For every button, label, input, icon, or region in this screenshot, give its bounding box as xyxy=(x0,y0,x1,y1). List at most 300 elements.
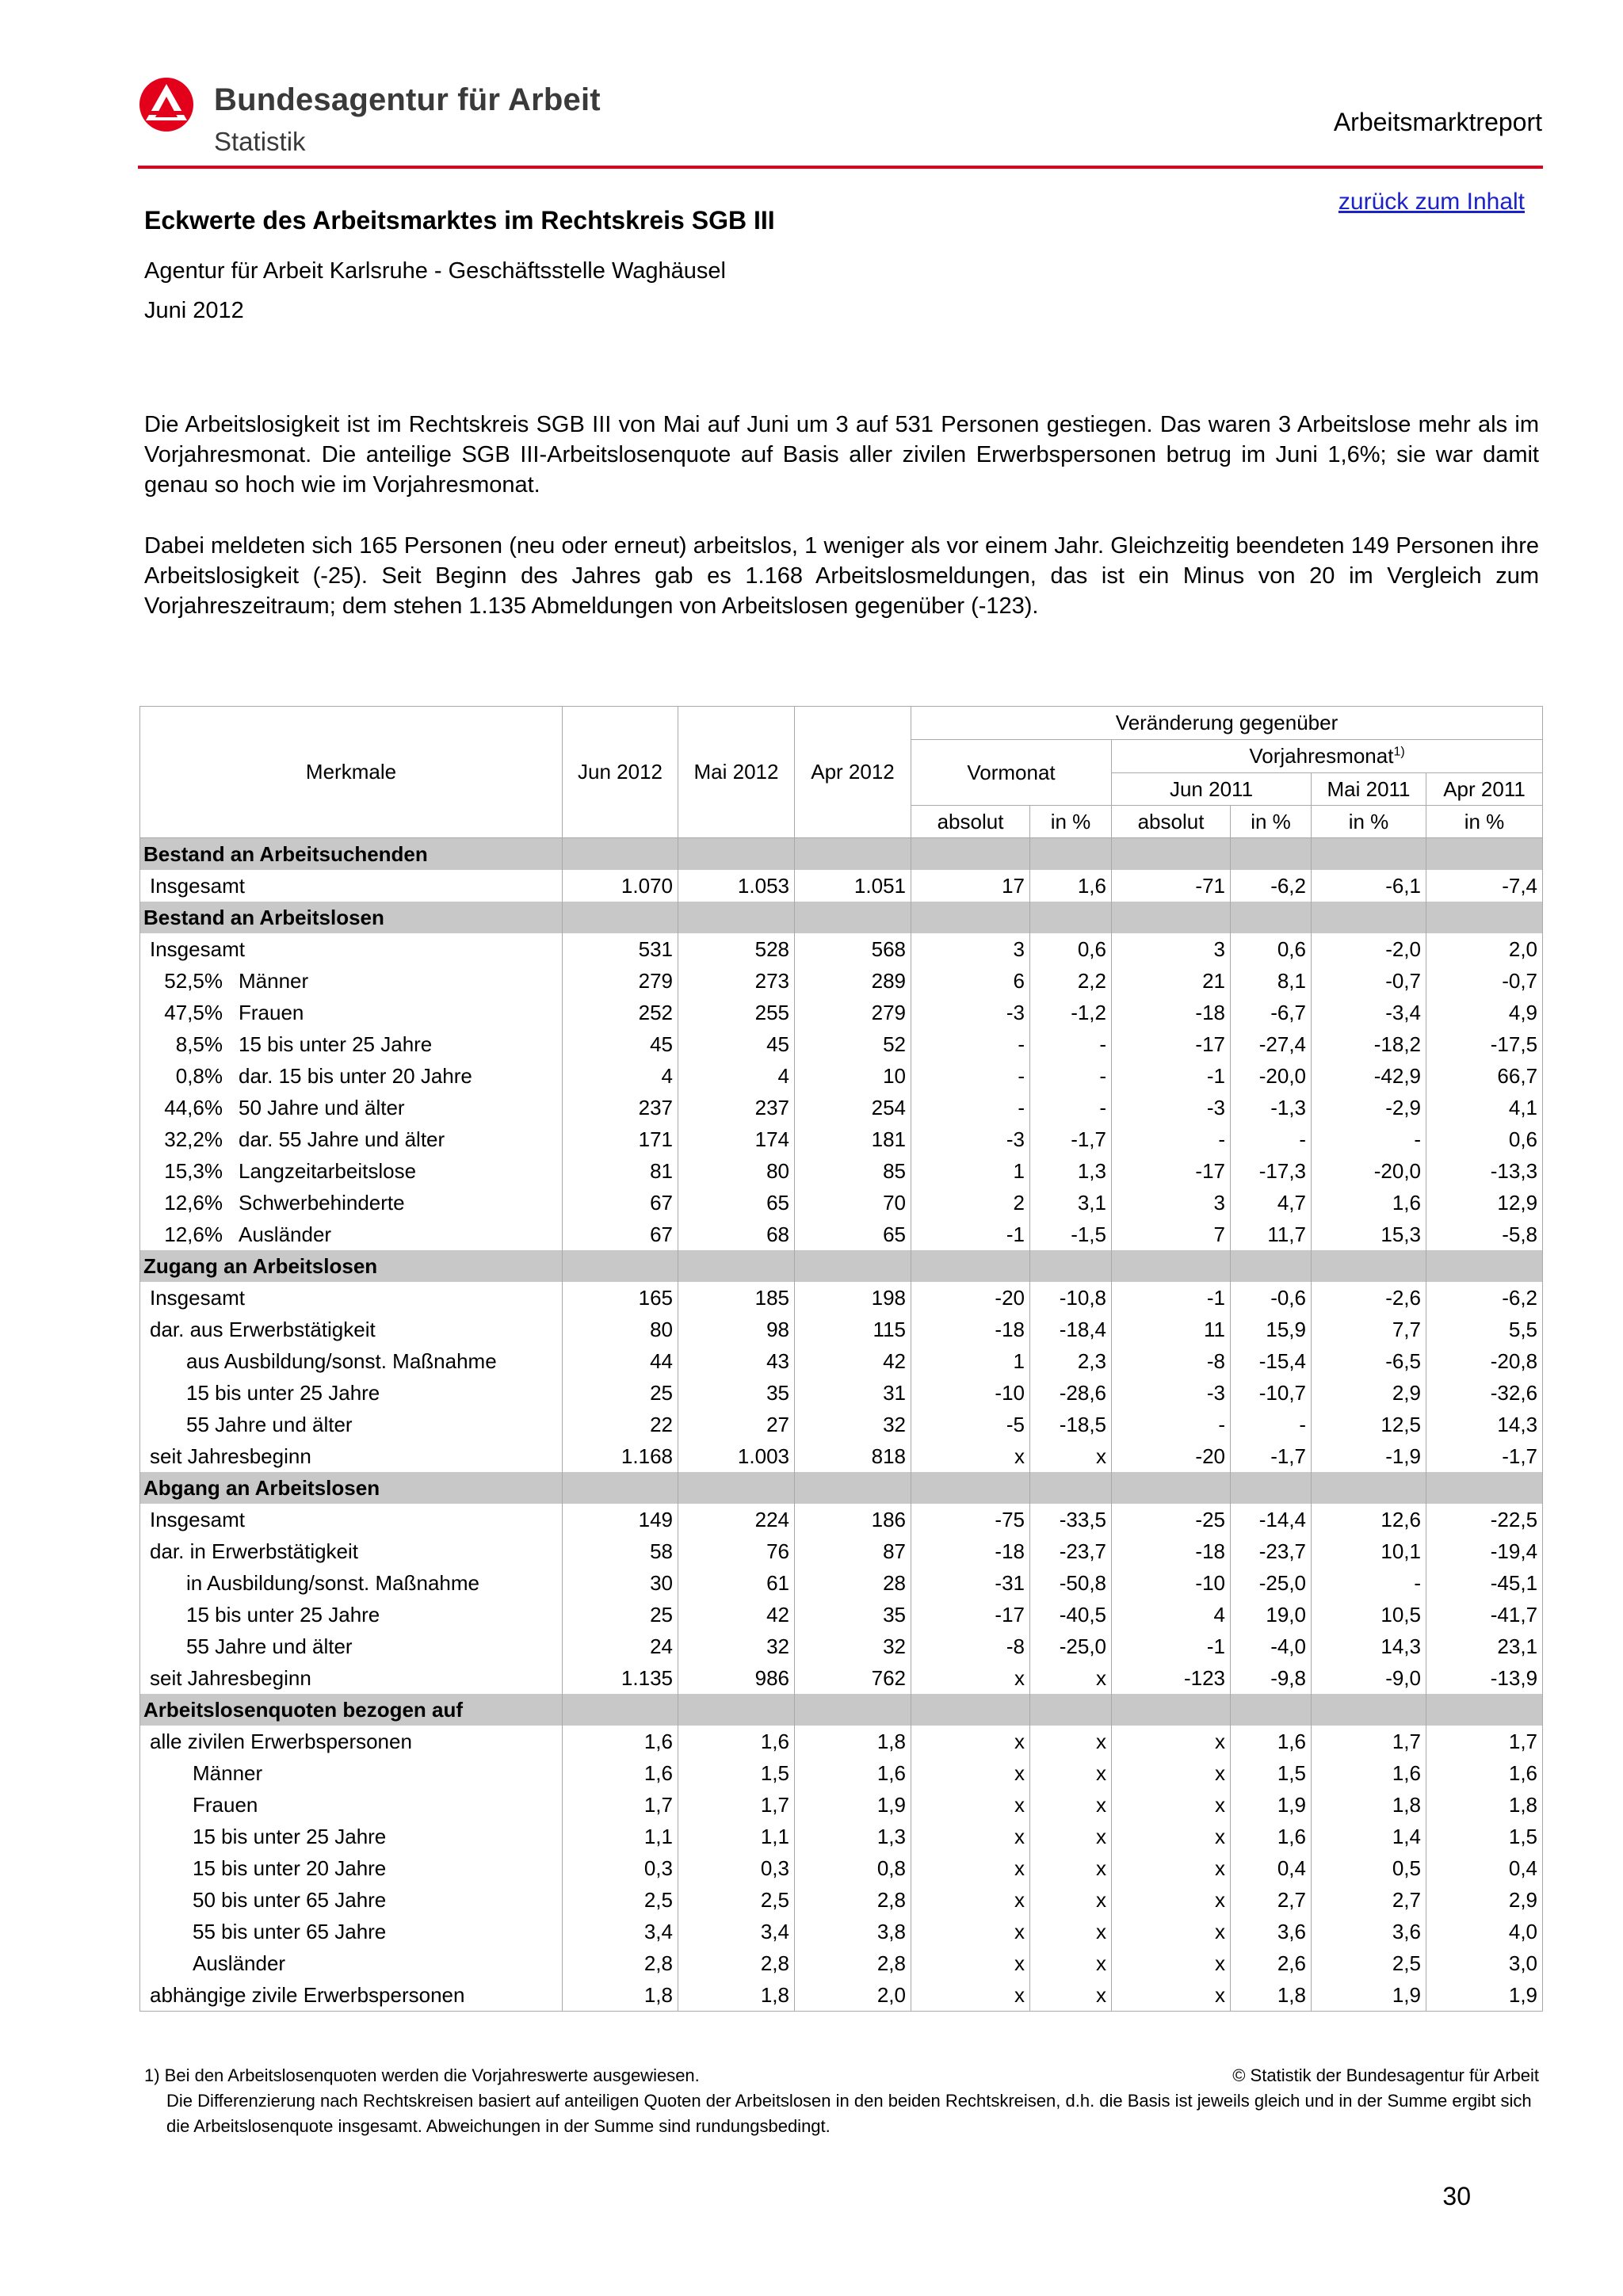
value-cell: 45 xyxy=(563,1028,678,1060)
value-cell: -1,3 xyxy=(1231,1092,1312,1123)
section-filler-cell xyxy=(795,838,911,871)
row-label: dar. 55 Jahre und älter xyxy=(239,1127,445,1151)
value-cell: -18,5 xyxy=(1030,1409,1112,1440)
value-cell: -3 xyxy=(911,997,1030,1028)
value-cell: x xyxy=(1112,1726,1231,1757)
share-percent: 0,8% xyxy=(175,1063,223,1088)
value-cell: 3,6 xyxy=(1312,1916,1426,1947)
value-cell: -25,0 xyxy=(1231,1567,1312,1599)
value-cell: 0,6 xyxy=(1030,933,1112,965)
col-header-absolut-vormonat: absolut xyxy=(911,806,1030,838)
value-cell: -17 xyxy=(1112,1155,1231,1187)
value-cell: 32 xyxy=(678,1630,795,1662)
section-filler-cell xyxy=(795,1472,911,1504)
value-cell: - xyxy=(1112,1123,1231,1155)
value-cell: 2,8 xyxy=(795,1884,911,1916)
row-label-cell: Frauen xyxy=(140,1789,563,1821)
header-divider xyxy=(138,166,1543,169)
brand-subtitle: Statistik xyxy=(214,127,306,156)
value-cell: 43 xyxy=(678,1345,795,1377)
value-cell: x xyxy=(1030,1947,1112,1979)
section-title: Bestand an Arbeitslosen xyxy=(140,902,563,933)
value-cell: 254 xyxy=(795,1092,911,1123)
row-label-cell xyxy=(140,1123,563,1155)
value-cell: 0,4 xyxy=(1426,1852,1543,1884)
section-filler-cell xyxy=(911,1250,1030,1282)
value-cell: - xyxy=(1030,1060,1112,1092)
col-header-inpct-vormonat: in % xyxy=(1030,806,1112,838)
value-cell: -1,9 xyxy=(1312,1440,1426,1472)
value-cell: 1,5 xyxy=(1231,1757,1312,1789)
copyright-notice: © Statistik der Bundesagentur für Arbeit xyxy=(1232,2065,1539,2085)
table-row xyxy=(140,1757,1543,1789)
section-filler-cell xyxy=(795,902,911,933)
section-filler-cell xyxy=(1231,1250,1312,1282)
value-cell: -1,2 xyxy=(1030,997,1112,1028)
value-cell: x xyxy=(1112,1916,1231,1947)
col-header-vormonat: Vormonat xyxy=(911,740,1112,806)
value-cell: 3,0 xyxy=(1426,1947,1543,1979)
table-row xyxy=(140,1947,1543,1979)
value-cell: -6,1 xyxy=(1312,870,1426,902)
value-cell: x xyxy=(911,1979,1030,2012)
value-cell: 149 xyxy=(563,1504,678,1535)
value-cell: 80 xyxy=(678,1155,795,1187)
section-filler-cell xyxy=(1231,838,1312,871)
section-filler-cell xyxy=(1231,1694,1312,1726)
value-cell: 1,1 xyxy=(678,1821,795,1852)
value-cell: 25 xyxy=(563,1377,678,1409)
row-label-cell xyxy=(140,1060,563,1092)
row-label: Ausländer xyxy=(239,1222,332,1246)
value-cell: 1.051 xyxy=(795,870,911,902)
section-filler-cell xyxy=(678,838,795,871)
section-filler-cell xyxy=(1112,1694,1231,1726)
value-cell: -6,2 xyxy=(1231,870,1312,902)
brand-name: Bundesagentur für Arbeit xyxy=(214,82,601,117)
value-cell: -5,8 xyxy=(1426,1219,1543,1250)
value-cell: -14,4 xyxy=(1231,1504,1312,1535)
value-cell: -1 xyxy=(1112,1282,1231,1314)
section-filler-cell xyxy=(795,1694,911,1726)
value-cell: -4,0 xyxy=(1231,1630,1312,1662)
table-row xyxy=(140,965,1543,997)
value-cell: 14,3 xyxy=(1312,1630,1426,1662)
value-cell: 1.003 xyxy=(678,1440,795,1472)
value-cell: -23,7 xyxy=(1231,1535,1312,1567)
value-cell: 1,1 xyxy=(563,1821,678,1852)
value-cell: 986 xyxy=(678,1662,795,1694)
value-cell: 52 xyxy=(795,1028,911,1060)
value-cell: -8 xyxy=(911,1630,1030,1662)
value-cell: 3,1 xyxy=(1030,1187,1112,1219)
report-label: Arbeitsmarktreport xyxy=(1333,108,1542,136)
value-cell: -3 xyxy=(1112,1092,1231,1123)
value-cell: x xyxy=(1112,1821,1231,1852)
value-cell: 3 xyxy=(1112,1187,1231,1219)
value-cell: 531 xyxy=(563,933,678,965)
value-cell: - xyxy=(1231,1123,1312,1155)
footnote-marker: 1) xyxy=(1393,745,1405,759)
value-cell: 58 xyxy=(563,1535,678,1567)
value-cell: x xyxy=(1030,1440,1112,1472)
value-cell: -1 xyxy=(1112,1630,1231,1662)
table-row xyxy=(140,1884,1543,1916)
value-cell: -71 xyxy=(1112,870,1231,902)
table-row xyxy=(140,1662,1543,1694)
table-row xyxy=(140,1789,1543,1821)
value-cell: -9,0 xyxy=(1312,1662,1426,1694)
value-cell: 1,8 xyxy=(678,1979,795,2012)
value-cell: -18,4 xyxy=(1030,1314,1112,1345)
value-cell: 2 xyxy=(911,1187,1030,1219)
value-cell: -75 xyxy=(911,1504,1030,1535)
value-cell: -0,7 xyxy=(1312,965,1426,997)
value-cell: 12,5 xyxy=(1312,1409,1426,1440)
section-filler-cell xyxy=(678,1250,795,1282)
value-cell: x xyxy=(911,1916,1030,1947)
row-label: 15 bis unter 25 Jahre xyxy=(239,1032,433,1056)
value-cell: 1,6 xyxy=(1312,1757,1426,1789)
value-cell: -20,0 xyxy=(1312,1155,1426,1187)
share-percent: 15,3% xyxy=(164,1158,223,1183)
table-row xyxy=(140,1821,1543,1852)
section-filler-cell xyxy=(563,1250,678,1282)
col-header-vorjahresmonat xyxy=(1112,740,1543,773)
value-cell: - xyxy=(1312,1567,1426,1599)
value-cell: -28,6 xyxy=(1030,1377,1112,1409)
value-cell: -9,8 xyxy=(1231,1662,1312,1694)
section-filler-cell xyxy=(563,1694,678,1726)
row-label-cell xyxy=(140,1092,563,1123)
col-header-inpct-jun2011: in % xyxy=(1231,806,1312,838)
value-cell: 1,8 xyxy=(795,1726,911,1757)
value-cell: -15,4 xyxy=(1231,1345,1312,1377)
value-cell: 1,7 xyxy=(1426,1726,1543,1757)
value-cell: 25 xyxy=(563,1599,678,1630)
value-cell: 273 xyxy=(678,965,795,997)
section-filler-cell xyxy=(1030,1250,1112,1282)
value-cell: -3 xyxy=(1112,1377,1231,1409)
value-cell: 4 xyxy=(1112,1599,1231,1630)
value-cell: 185 xyxy=(678,1282,795,1314)
value-cell: x xyxy=(911,1726,1030,1757)
value-cell: -20 xyxy=(911,1282,1030,1314)
value-cell: 1,6 xyxy=(563,1757,678,1789)
page-number: 30 xyxy=(1442,2182,1471,2210)
section-filler-cell xyxy=(1231,902,1312,933)
value-cell: 186 xyxy=(795,1504,911,1535)
share-percent: 12,6% xyxy=(164,1190,223,1215)
value-cell: 2,6 xyxy=(1231,1947,1312,1979)
page-title: Eckwerte des Arbeitsmarktes im Rechtskreis SGB III xyxy=(144,206,775,235)
value-cell: 0,8 xyxy=(795,1852,911,1884)
row-label-cell xyxy=(140,1028,563,1060)
value-cell: x xyxy=(911,1662,1030,1694)
table-row xyxy=(140,1219,1543,1250)
value-cell: -18,2 xyxy=(1312,1028,1426,1060)
value-cell: 85 xyxy=(795,1155,911,1187)
value-cell: -8 xyxy=(1112,1345,1231,1377)
value-cell: 4,7 xyxy=(1231,1187,1312,1219)
value-cell: 76 xyxy=(678,1535,795,1567)
value-cell: - xyxy=(1030,1092,1112,1123)
section-filler-cell xyxy=(1231,1472,1312,1504)
value-cell: -10 xyxy=(1112,1567,1231,1599)
section-filler-cell xyxy=(1030,902,1112,933)
value-cell: 10 xyxy=(795,1060,911,1092)
value-cell: 165 xyxy=(563,1282,678,1314)
value-cell: 1,7 xyxy=(678,1789,795,1821)
value-cell: 0,4 xyxy=(1231,1852,1312,1884)
table-row xyxy=(140,997,1543,1028)
value-cell: x xyxy=(911,1947,1030,1979)
value-cell: - xyxy=(911,1060,1030,1092)
row-label-cell: Insgesamt xyxy=(140,1282,563,1314)
value-cell: -31 xyxy=(911,1567,1030,1599)
value-cell: 0,6 xyxy=(1231,933,1312,965)
value-cell: 61 xyxy=(678,1567,795,1599)
value-cell: -22,5 xyxy=(1426,1504,1543,1535)
value-cell: -19,4 xyxy=(1426,1535,1543,1567)
col-header-veraenderung: Veränderung gegenüber xyxy=(911,707,1543,740)
value-cell: -50,8 xyxy=(1030,1567,1112,1599)
value-cell: - xyxy=(911,1028,1030,1060)
value-cell: 22 xyxy=(563,1409,678,1440)
section-filler-cell xyxy=(563,1472,678,1504)
table-row xyxy=(140,1630,1543,1662)
value-cell: 8,1 xyxy=(1231,965,1312,997)
share-percent: 52,5% xyxy=(164,968,223,993)
section-header-row xyxy=(140,1694,1543,1726)
value-cell: 17 xyxy=(911,870,1030,902)
value-cell: -45,1 xyxy=(1426,1567,1543,1599)
value-cell: 2,5 xyxy=(678,1884,795,1916)
value-cell: -20,8 xyxy=(1426,1345,1543,1377)
section-filler-cell xyxy=(911,1694,1030,1726)
value-cell: 12,6 xyxy=(1312,1504,1426,1535)
value-cell: 1,9 xyxy=(1231,1789,1312,1821)
row-label-cell: abhängige zivile Erwerbspersonen xyxy=(140,1979,563,2012)
col-header-jun2011: Jun 2011 xyxy=(1112,773,1312,806)
value-cell: -17,5 xyxy=(1426,1028,1543,1060)
col-header-mai2012: Mai 2012 xyxy=(678,707,795,838)
row-label-cell: Insgesamt xyxy=(140,870,563,902)
value-cell: 1,8 xyxy=(1426,1789,1543,1821)
value-cell: 2,8 xyxy=(795,1947,911,1979)
row-label: dar. 15 bis unter 20 Jahre xyxy=(239,1063,472,1088)
share-percent: 44,6% xyxy=(164,1095,223,1119)
value-cell: 35 xyxy=(678,1377,795,1409)
table-row xyxy=(140,1155,1543,1187)
section-filler-cell xyxy=(1426,1472,1543,1504)
value-cell: 3 xyxy=(1112,933,1231,965)
table-row xyxy=(140,1187,1543,1219)
share-percent: 47,5% xyxy=(164,1000,223,1024)
agency-subtitle: Agentur für Arbeit Karlsruhe - Geschäftsstelle Waghäusel xyxy=(144,258,726,284)
table-row xyxy=(140,1599,1543,1630)
section-header-row xyxy=(140,1472,1543,1504)
row-label-cell: Insgesamt xyxy=(140,1504,563,1535)
value-cell: 32 xyxy=(795,1409,911,1440)
value-cell: -18 xyxy=(911,1535,1030,1567)
value-cell: 252 xyxy=(563,997,678,1028)
value-cell: - xyxy=(1312,1123,1426,1155)
value-cell: 255 xyxy=(678,997,795,1028)
value-cell: 6 xyxy=(911,965,1030,997)
share-percent: 12,6% xyxy=(164,1222,223,1246)
table-body xyxy=(140,838,1543,2012)
table-row xyxy=(140,1535,1543,1567)
value-cell: 1,8 xyxy=(1231,1979,1312,2012)
value-cell: -42,9 xyxy=(1312,1060,1426,1092)
value-cell: 1,5 xyxy=(1426,1821,1543,1852)
section-filler-cell xyxy=(1112,1250,1231,1282)
section-filler-cell xyxy=(1426,1694,1543,1726)
value-cell: 3,6 xyxy=(1231,1916,1312,1947)
value-cell: 1.053 xyxy=(678,870,795,902)
value-cell: 30 xyxy=(563,1567,678,1599)
value-cell: -0,6 xyxy=(1231,1282,1312,1314)
section-filler-cell xyxy=(1030,1472,1112,1504)
value-cell: -13,3 xyxy=(1426,1155,1543,1187)
col-header-inpct-mai2011: in % xyxy=(1312,806,1426,838)
value-cell: 762 xyxy=(795,1662,911,1694)
value-cell: 2,8 xyxy=(563,1947,678,1979)
value-cell: -25 xyxy=(1112,1504,1231,1535)
value-cell: 115 xyxy=(795,1314,911,1345)
value-cell: - xyxy=(1231,1409,1312,1440)
value-cell: 181 xyxy=(795,1123,911,1155)
value-cell: x xyxy=(1030,1757,1112,1789)
value-cell: x xyxy=(911,1757,1030,1789)
value-cell: -1,5 xyxy=(1030,1219,1112,1250)
value-cell: x xyxy=(911,1821,1030,1852)
value-cell: 1,3 xyxy=(795,1821,911,1852)
value-cell: -123 xyxy=(1112,1662,1231,1694)
back-to-contents-link[interactable]: zurück zum Inhalt xyxy=(1338,189,1525,215)
table-row xyxy=(140,1440,1543,1472)
section-filler-cell xyxy=(678,902,795,933)
row-label-cell: 15 bis unter 20 Jahre xyxy=(140,1852,563,1884)
row-label-cell: 15 bis unter 25 Jahre xyxy=(140,1821,563,1852)
table-row xyxy=(140,1409,1543,1440)
value-cell: -13,9 xyxy=(1426,1662,1543,1694)
section-title: Arbeitslosenquoten bezogen auf xyxy=(140,1694,563,1726)
col-header-apr2012: Apr 2012 xyxy=(795,707,911,838)
value-cell: 11 xyxy=(1112,1314,1231,1345)
row-label-cell: 55 Jahre und älter xyxy=(140,1409,563,1440)
summary-paragraph-2: Dabei meldeten sich 165 Personen (neu oder erneut) arbeitslos, 1 weniger als vor einem Jahr. Gleichzeitig beendeten 149 Personen ihre Arbeitslosigkeit (-25). Seit Beginn des Jahres gab es 1.168 Arbeitslosmeldungen, das ist ein Minus von 20 im Vergleich zum Vorjahreszeitraum; dem stehen 1.135 Abmeldungen von Arbeitslosen gegenüber (-123). xyxy=(144,533,1539,619)
value-cell: x xyxy=(911,1852,1030,1884)
value-cell: -1 xyxy=(1112,1060,1231,1092)
value-cell: x xyxy=(1030,1821,1112,1852)
section-filler-cell xyxy=(1030,1694,1112,1726)
section-filler-cell xyxy=(1112,902,1231,933)
value-cell: x xyxy=(1030,1979,1112,2012)
col-header-apr2011: Apr 2011 xyxy=(1426,773,1543,806)
row-label-cell: dar. in Erwerbstätigkeit xyxy=(140,1535,563,1567)
row-label-cell xyxy=(140,1155,563,1187)
table-row xyxy=(140,1345,1543,1377)
row-label-cell: Männer xyxy=(140,1757,563,1789)
value-cell: 1,7 xyxy=(563,1789,678,1821)
value-cell: -10,7 xyxy=(1231,1377,1312,1409)
section-filler-cell xyxy=(1426,1250,1543,1282)
value-cell: 1,6 xyxy=(795,1757,911,1789)
value-cell: x xyxy=(1030,1916,1112,1947)
row-label-cell: 15 bis unter 25 Jahre xyxy=(140,1377,563,1409)
value-cell: 1,3 xyxy=(1030,1155,1112,1187)
value-cell: 1.168 xyxy=(563,1440,678,1472)
section-filler-cell xyxy=(1426,902,1543,933)
value-cell: 237 xyxy=(563,1092,678,1123)
section-filler-cell xyxy=(1312,902,1426,933)
value-cell: 11,7 xyxy=(1231,1219,1312,1250)
value-cell: 0,3 xyxy=(563,1852,678,1884)
value-cell: -10,8 xyxy=(1030,1282,1112,1314)
value-cell: 21 xyxy=(1112,965,1231,997)
footnotes xyxy=(144,2063,1539,2139)
value-cell: 4,9 xyxy=(1426,997,1543,1028)
row-label-cell: 55 bis unter 65 Jahre xyxy=(140,1916,563,1947)
value-cell: x xyxy=(1112,1884,1231,1916)
section-filler-cell xyxy=(1312,1694,1426,1726)
value-cell: 224 xyxy=(678,1504,795,1535)
value-cell: -5 xyxy=(911,1409,1030,1440)
value-cell: 2,8 xyxy=(678,1947,795,1979)
section-title: Abgang an Arbeitslosen xyxy=(140,1472,563,1504)
value-cell: 27 xyxy=(678,1409,795,1440)
value-cell: x xyxy=(1030,1852,1112,1884)
value-cell: 81 xyxy=(563,1155,678,1187)
value-cell: -41,7 xyxy=(1426,1599,1543,1630)
value-cell: 1,7 xyxy=(1312,1726,1426,1757)
section-title: Bestand an Arbeitsuchenden xyxy=(140,838,563,871)
value-cell: 1,6 xyxy=(1426,1757,1543,1789)
row-label: Langzeitarbeitslose xyxy=(239,1158,417,1183)
col-header-mai2011: Mai 2011 xyxy=(1312,773,1426,806)
row-label: 50 Jahre und älter xyxy=(239,1095,405,1119)
value-cell: -6,2 xyxy=(1426,1282,1543,1314)
share-percent: 8,5% xyxy=(175,1032,223,1056)
row-label-cell xyxy=(140,1219,563,1250)
value-cell: 198 xyxy=(795,1282,911,1314)
value-cell: 1,6 xyxy=(1231,1726,1312,1757)
row-label: Frauen xyxy=(239,1000,304,1024)
value-cell: 2,0 xyxy=(795,1979,911,2012)
value-cell: -20 xyxy=(1112,1440,1231,1472)
section-header-row xyxy=(140,838,1543,871)
value-cell: 0,5 xyxy=(1312,1852,1426,1884)
share-percent: 32,2% xyxy=(164,1127,223,1151)
period-subtitle: Juni 2012 xyxy=(144,298,244,323)
value-cell: 279 xyxy=(563,965,678,997)
section-filler-cell xyxy=(1312,1472,1426,1504)
value-cell: 3,8 xyxy=(795,1916,911,1947)
value-cell: -18 xyxy=(1112,1535,1231,1567)
value-cell: 818 xyxy=(795,1440,911,1472)
value-cell: - xyxy=(1112,1409,1231,1440)
value-cell: 2,5 xyxy=(563,1884,678,1916)
row-label-cell: aus Ausbildung/sonst. Maßnahme xyxy=(140,1345,563,1377)
value-cell: 15,3 xyxy=(1312,1219,1426,1250)
row-label: Männer xyxy=(239,968,309,993)
value-cell: 0,6 xyxy=(1426,1123,1543,1155)
value-cell: -18 xyxy=(1112,997,1231,1028)
value-cell: x xyxy=(911,1884,1030,1916)
value-cell: 1,6 xyxy=(1231,1821,1312,1852)
